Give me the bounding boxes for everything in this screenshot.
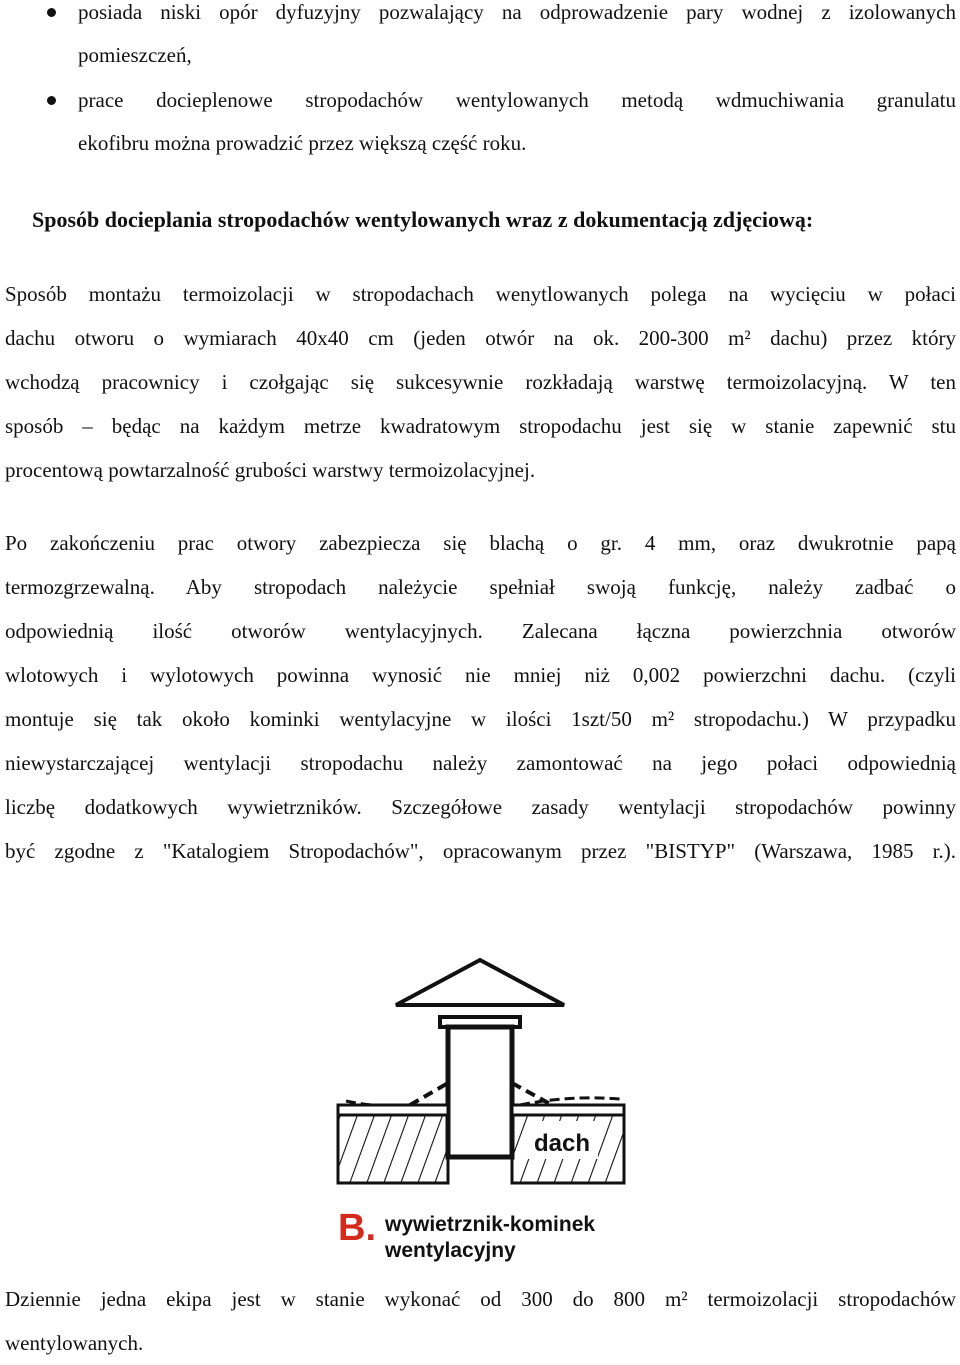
roof-slab-left xyxy=(338,1115,448,1183)
figure-caption-line1: wywietrznik-kominek xyxy=(385,1213,596,1236)
bullet-line: pomieszczeń, xyxy=(78,43,192,67)
figure-caption-line2: wentylacyjny xyxy=(385,1239,516,1262)
roof-label: dach xyxy=(534,1130,591,1157)
bullet-item xyxy=(78,79,956,165)
paragraph-montaz xyxy=(5,272,956,492)
text-line: wchodzą pracownicy i czołgając się sukcesywnie rozkładają warstwę termoizolacyjną. W ten xyxy=(5,370,956,394)
bullet-line: prace docieplenowe stropodachów wentylowanych metodą wdmuchiwania granulatu xyxy=(78,88,956,112)
paragraph-wentylacja xyxy=(5,521,956,873)
bullet-line: posiada niski opór dyfuzyjny pozwalający na odprowadzenie pary wodnej z izolowanych xyxy=(78,0,956,24)
text-line: Po zakończeniu prac otwory zabezpiecza się blachą o gr. 4 mm, oraz dwukrotnie papą xyxy=(5,531,956,555)
text-line: Dziennie jedna ekipa jest w stanie wykonać od 300 do 800 m² termoizolacji stropodachów xyxy=(5,1287,956,1311)
figure-label: B. xyxy=(338,1207,376,1249)
bullet-dot-icon xyxy=(47,96,56,105)
text-line: procentową powtarzalność grubości warstwy termoizolacyjnej. xyxy=(5,458,536,482)
text-line: Sposób montażu termoizolacji w stropodachach wenytlowanych polega na wycięciu w połaci xyxy=(5,282,956,306)
section-heading: Sposób docieplania stropodachów wentylowanych wraz z dokumentacją zdjęciową: xyxy=(32,207,814,232)
vent-pipe-shape xyxy=(448,1027,512,1157)
vent-chimney-illustration xyxy=(330,955,630,1270)
bullet-dot-icon xyxy=(47,8,56,17)
bullet-item xyxy=(78,0,956,77)
paragraph-wydajnosc xyxy=(5,1277,956,1365)
bullet-line: ekofibru można prowadzić przez większą część roku. xyxy=(78,131,527,155)
text-line: montuje się tak około kominki wentylacyjne w ilości 1szt/50 m² stropodachu.) W przypadku xyxy=(5,707,956,731)
text-line: wentylowanych. xyxy=(5,1331,144,1355)
text-line: niewystarczającej wentylacji stropodachu należy zamontować na jego połaci odpowiednią xyxy=(5,751,956,775)
text-line: być zgodne z "Katalogiem Stropodachów", opracowanym przez "BISTYP" (Warszawa, 1985 r.). xyxy=(5,839,956,863)
text-line: sposób – będąc na każdym metrze kwadratowym stropodachu jest się w stanie zapewnić stu xyxy=(5,414,956,438)
vent-chimney-figure xyxy=(330,955,630,1270)
text-line: dachu otworu o wymiarach 40x40 cm (jeden otwór na ok. 200-300 m² dachu) przez który xyxy=(5,326,956,350)
text-line: odpowiednią ilość otworów wentylacyjnych. Zalecana łączna powierzchnia otworów xyxy=(5,619,956,643)
text-line: liczbę dodatkowych wywietrzników. Szczegółowe zasady wentylacji stropodachów powinny xyxy=(5,795,956,819)
vent-cap-shape xyxy=(396,960,564,1005)
text-line: wlotowych i wylotowych powinna wynosić nie mniej niż 0,002 powierzchni dachu. (czyli xyxy=(5,663,956,687)
text-line: termozgrzewalną. Aby stropodach należycie spełniał swoją funkcję, należy zadbać o xyxy=(5,575,956,599)
